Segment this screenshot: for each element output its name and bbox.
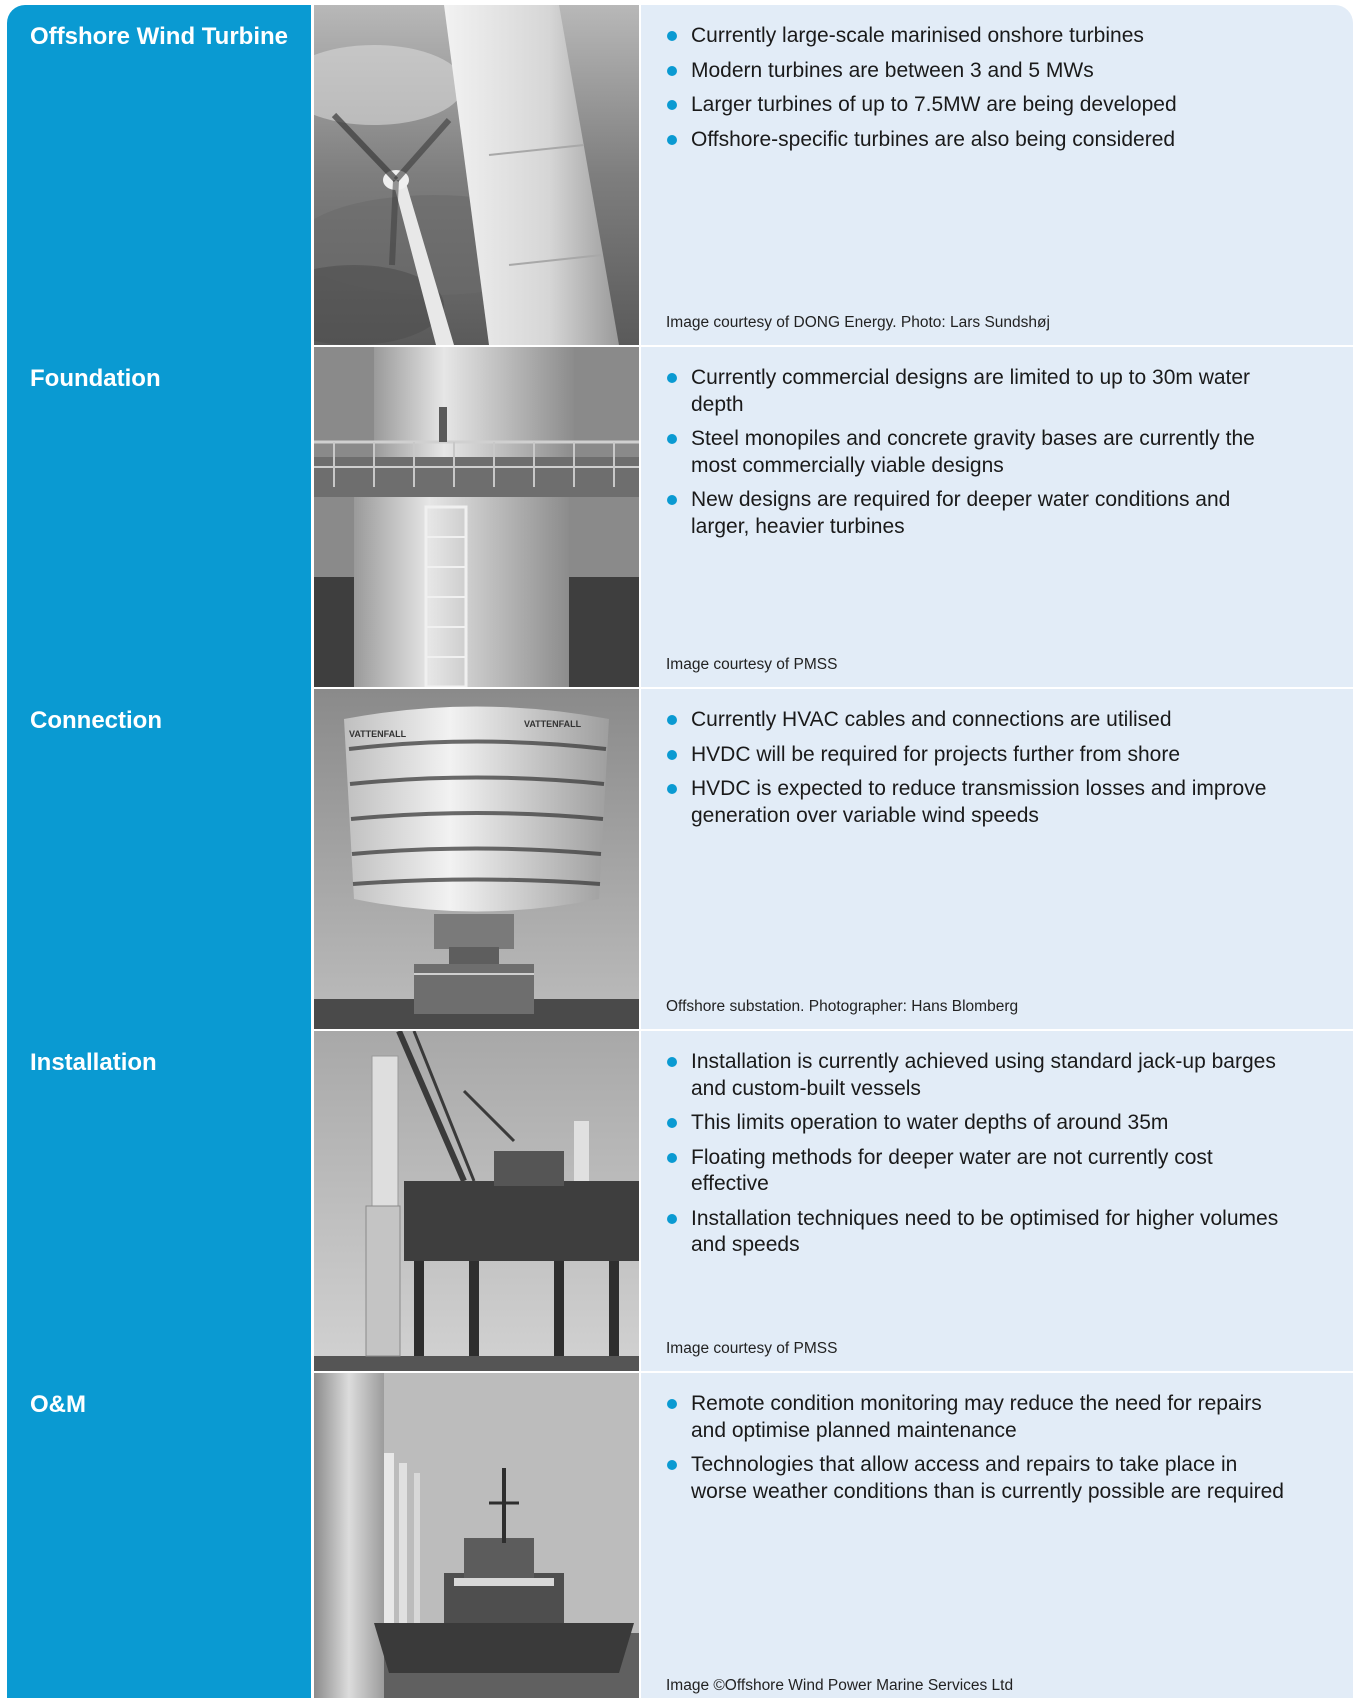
bullet-icon: [667, 715, 677, 725]
list-item: HVDC will be required for projects further from shore: [666, 742, 1286, 769]
list-item: New designs are required for deeper water conditions and larger, heavier turbines: [666, 487, 1286, 540]
substation-logo-text: VATTENFALL: [524, 719, 582, 729]
row-connection: [7, 689, 1353, 1029]
foundation-platform-photo: [314, 347, 639, 687]
row-text: [641, 1031, 1353, 1371]
list-item: Currently large-scale marinised onshore turbines: [666, 23, 1286, 50]
row-label: Foundation: [30, 365, 161, 392]
bullet-icon: [667, 784, 677, 794]
bullet-list: [666, 707, 1286, 837]
list-item: HVDC is expected to reduce transmission losses and improve generation over variable wind speeds: [666, 776, 1286, 829]
list-item: Modern turbines are between 3 and 5 MWs: [666, 58, 1286, 85]
list-item: Floating methods for deeper water are not currently cost effective: [666, 1145, 1286, 1198]
bullet-icon: [667, 31, 677, 41]
row-text: [641, 689, 1353, 1029]
bullet-list: [666, 365, 1286, 548]
list-item: Currently commercial designs are limited to up to 30m water depth: [666, 365, 1286, 418]
list-item: Steel monopiles and concrete gravity bases are currently the most commercially viable designs: [666, 426, 1286, 479]
bullet-icon: [667, 1057, 677, 1067]
row-label: Offshore Wind Turbine: [30, 23, 288, 50]
image-credit: Image courtesy of PMSS: [666, 1340, 838, 1357]
row-text: [641, 5, 1353, 345]
row-label: Connection: [30, 707, 162, 734]
image-credit: Image courtesy of DONG Energy. Photo: Lars Sundshøj: [666, 314, 1050, 331]
image-credit: Image ©Offshore Wind Power Marine Services Ltd: [666, 1677, 1014, 1694]
list-item: Offshore-specific turbines are also being considered: [666, 127, 1286, 154]
bullet-icon: [667, 135, 677, 145]
bullet-list: [666, 1391, 1286, 1513]
list-item: Remote condition monitoring may reduce the need for repairs and optimise planned maintenance: [666, 1391, 1286, 1444]
row-installation: [7, 1031, 1353, 1371]
bullet-icon: [667, 1118, 677, 1128]
list-item: Technologies that allow access and repairs to take place in worse weather conditions than is currently possible are required: [666, 1452, 1286, 1505]
bullet-icon: [667, 66, 677, 76]
row-text: [641, 347, 1353, 687]
bullet-list: [666, 1049, 1286, 1267]
bullet-icon: [667, 100, 677, 110]
row-o-and-m: [7, 1373, 1353, 1698]
image-credit: Image courtesy of PMSS: [666, 656, 838, 673]
substation-logo-text: VATTENFALL: [349, 729, 407, 739]
bullet-icon: [667, 373, 677, 383]
service-vessel-photo: [314, 1373, 639, 1698]
bullet-icon: [667, 1214, 677, 1224]
bullet-list: [666, 23, 1286, 161]
list-item: Installation techniques need to be optimised for higher volumes and speeds: [666, 1206, 1286, 1259]
list-item: This limits operation to water depths of around 35m: [666, 1110, 1286, 1137]
row-label: Installation: [30, 1049, 157, 1076]
bullet-icon: [667, 1460, 677, 1470]
bullet-icon: [667, 495, 677, 505]
image-credit: Offshore substation. Photographer: Hans Blomberg: [666, 998, 1019, 1015]
bullet-icon: [667, 434, 677, 444]
offshore-wind-turbine-photo: [314, 5, 639, 345]
list-item: Larger turbines of up to 7.5MW are being developed: [666, 92, 1286, 119]
bullet-icon: [667, 1153, 677, 1163]
offshore-substation-photo: [314, 689, 639, 1029]
jack-up-barge-photo: [314, 1031, 639, 1371]
row-label: O&M: [30, 1391, 86, 1418]
list-item: Installation is currently achieved using standard jack-up barges and custom-built vessels: [666, 1049, 1286, 1102]
row-text: [641, 1373, 1353, 1698]
bullet-icon: [667, 750, 677, 760]
bullet-icon: [667, 1399, 677, 1409]
row-offshore-wind-turbine: [7, 5, 1353, 345]
list-item: Currently HVAC cables and connections are utilised: [666, 707, 1286, 734]
row-foundation: [7, 347, 1353, 687]
